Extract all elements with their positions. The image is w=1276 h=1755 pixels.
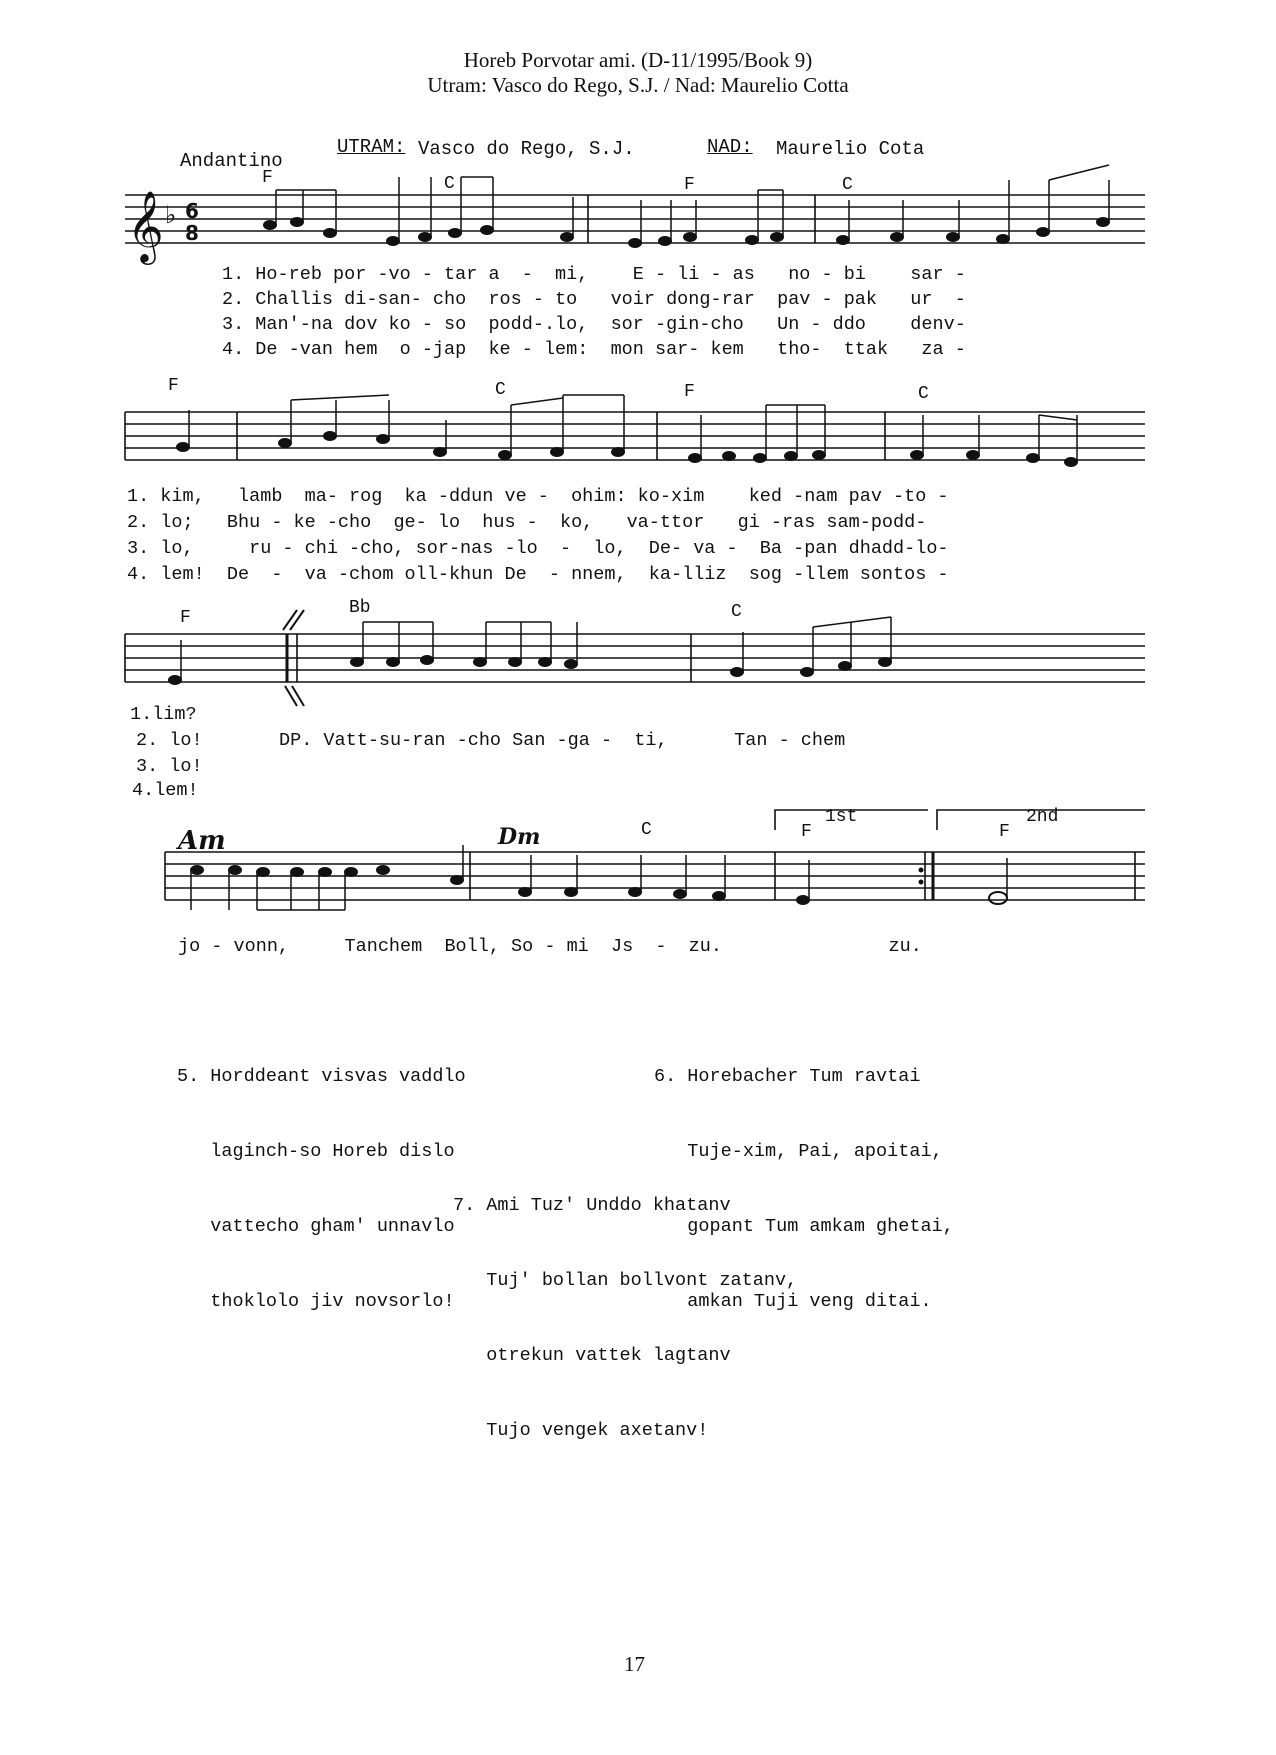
chord-symbol: C: [444, 174, 455, 194]
music-staff-4: [125, 840, 1145, 920]
verse-end: 3. lo!: [136, 756, 203, 777]
page-number: 17: [624, 1652, 645, 1676]
lyric-line: 4. lem! De - va -chom oll-khun De - nnem, ka-lliz sog -llem sontos -: [127, 564, 949, 585]
chord-symbol: F: [684, 175, 695, 195]
chord-symbol: C: [641, 820, 652, 840]
lyric-line: 3. Man'-na dov ko - so podd-.lo, sor -gin-cho Un - ddo denv-: [222, 314, 966, 335]
verse-line: Tujo vengek axetanv!: [453, 1420, 709, 1441]
credits-utram-label: UTRAM:: [337, 136, 406, 158]
verse-line: gopant Tum amkam ghetai,: [654, 1216, 954, 1237]
verse-line: amkan Tuji veng ditai.: [654, 1291, 932, 1312]
second-ending-label: 2nd: [1026, 807, 1059, 827]
chord-symbol: F: [168, 376, 179, 396]
chord-symbol: C: [495, 380, 506, 400]
verse-line: 6. Horebacher Tum ravtai: [654, 1066, 921, 1087]
treble-clef: 𝄞: [127, 189, 164, 262]
credits-utram-name: Vasco do Rego, S.J.: [418, 138, 635, 160]
chord-symbol: F: [262, 168, 273, 188]
verse-end: 4.lem!: [132, 780, 199, 801]
verse-7: [453, 1143, 797, 1468]
credits-nad-label: NAD:: [707, 136, 753, 158]
lyric-line: 2. lo; Bhu - ke -cho ge- lo hus - ko, va-ttor gi -ras sam-podd-: [127, 512, 927, 533]
verse-line: Tuj' bollan bollvont zatanv,: [453, 1270, 798, 1291]
chord-symbol: Bb: [349, 598, 371, 618]
verse-line: thoklolo jiv novsorlo!: [177, 1291, 455, 1312]
lyric-line: 2. Challis di-san- cho ros - to voir dong-rar pav - pak ur -: [222, 289, 966, 310]
verse-line: 7. Ami Tuz' Unddo khatanv: [453, 1195, 731, 1216]
verse-5: [177, 1014, 466, 1339]
lyric-line: 1. kim, lamb ma- rog ka -ddun ve - ohim: ko-xim ked -nam pav -to -: [127, 486, 949, 507]
svg-text:8: 8: [185, 221, 199, 245]
chord-symbol: F: [801, 822, 812, 842]
credits-nad-name: Maurelio Cota: [776, 138, 925, 160]
verse-line: Tuje-xim, Pai, apoitai,: [654, 1141, 943, 1162]
music-staff-3: [125, 622, 1145, 702]
lyric-line: 4. De -van hem o -jap ke - lem: mon sar- kem tho- ttak za -: [222, 339, 966, 360]
chord-symbol: C: [731, 602, 742, 622]
tempo-marking: Andantino: [180, 150, 283, 172]
page-title: Horeb Porvotar ami. (D-11/1995/Book 9): [463, 48, 813, 72]
music-staff-1: [125, 185, 1145, 275]
verse-line: otrekun vattek lagtanv: [453, 1345, 731, 1366]
music-staff-2: [125, 400, 1145, 480]
verse-end: 1.lim?: [130, 704, 197, 725]
chord-symbol: F: [999, 822, 1010, 842]
chord-symbol: C: [918, 384, 929, 404]
verse-line: laginch-so Horeb dislo: [177, 1141, 455, 1162]
chord-symbol: F: [180, 608, 191, 628]
verse-line: vattecho gham' unnavlo: [177, 1216, 455, 1237]
verse-end: 2. lo!: [136, 730, 203, 751]
chord-symbol: F: [684, 382, 695, 402]
page-subtitle: Utram: Vasco do Rego, S.J. / Nad: Maurelio Cotta: [427, 73, 849, 97]
chord-symbol: C: [842, 175, 853, 195]
refrain-lyric: DP. Vatt-su-ran -cho San -ga - ti, Tan - chem: [279, 730, 846, 751]
verse-line: 5. Horddeant visvas vaddlo: [177, 1066, 466, 1087]
lyric-line: jo - vonn, Tanchem Boll, So - mi Js - zu. zu.: [178, 936, 922, 957]
time-signature: 6: [185, 199, 199, 223]
first-ending-label: 1st: [825, 807, 858, 827]
chord-symbol-handwritten: Dm: [498, 824, 541, 850]
chord-symbol-handwritten: Am: [178, 826, 226, 856]
lyric-line: 3. lo, ru - chi -cho, sor-nas -lo - lo, De- va - Ba -pan dhadd-lo-: [127, 538, 949, 559]
flat-key-signature: ♭: [165, 201, 177, 229]
lyric-line: 1. Ho-reb por -vo - tar a - mi, E - li - as no - bi sar -: [222, 264, 966, 285]
